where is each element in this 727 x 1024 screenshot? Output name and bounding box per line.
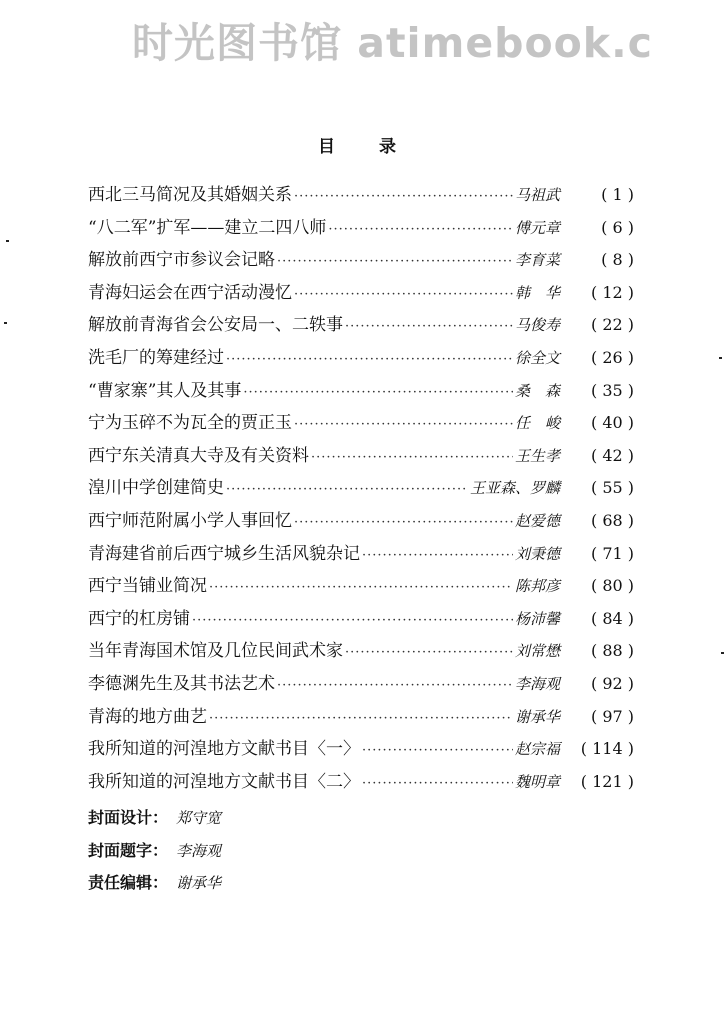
dot-leader bbox=[277, 254, 513, 269]
entry-title: 我所知道的河湟地方文献书目〈一〉 bbox=[88, 739, 360, 760]
entry-author: 李海观 bbox=[514, 674, 560, 693]
scan-speck bbox=[4, 322, 7, 324]
scan-speck bbox=[719, 357, 722, 359]
toc-entry bbox=[88, 278, 634, 311]
entry-title: 宁为玉碎不为瓦全的贾正玉 bbox=[88, 413, 292, 434]
entry-page: ( 84 ) bbox=[590, 608, 634, 628]
entry-page: ( 92 ) bbox=[590, 673, 634, 693]
entry-title: 当年青海国术馆及几位民间武术家 bbox=[88, 641, 343, 662]
entry-title: “曹家寨”其人及其事 bbox=[88, 380, 242, 401]
dot-leader bbox=[209, 580, 513, 595]
entry-author: 桑 森 bbox=[514, 381, 560, 400]
entry-author: 谢承华 bbox=[514, 707, 560, 726]
credit-value: 李海观 bbox=[176, 841, 222, 860]
entry-page: ( 12 ) bbox=[590, 282, 634, 302]
scan-speck bbox=[6, 240, 9, 242]
entry-page: ( 8 ) bbox=[601, 250, 634, 270]
dot-leader bbox=[362, 548, 513, 563]
dot-leader bbox=[294, 189, 513, 204]
dot-leader bbox=[209, 711, 513, 726]
entry-author: 徐全文 bbox=[514, 348, 560, 367]
entry-author: 韩 华 bbox=[514, 283, 560, 302]
dot-leader bbox=[345, 645, 513, 660]
entry-author: 魏明章 bbox=[514, 772, 560, 791]
toc-entry bbox=[88, 408, 634, 441]
dot-leader bbox=[328, 222, 513, 237]
entry-title: 青海建省前后西宁城乡生活风貌杂记 bbox=[88, 543, 360, 564]
toc-entry bbox=[88, 571, 634, 604]
entry-title: 西宁师范附属小学人事回忆 bbox=[88, 510, 292, 531]
entry-author: 赵爱德 bbox=[514, 511, 560, 530]
toc-entry bbox=[88, 441, 634, 474]
toc-entry bbox=[88, 734, 634, 767]
entry-author: 马祖武 bbox=[514, 186, 560, 204]
credit-value: 郑守宽 bbox=[176, 809, 222, 827]
entry-page: ( 35 ) bbox=[590, 380, 634, 400]
entry-title: 青海妇运会在西宁活动漫忆 bbox=[88, 282, 292, 303]
entry-author: 杨沛馨 bbox=[514, 609, 560, 628]
toc-entry bbox=[88, 702, 634, 735]
credit-label: 封面设计： bbox=[88, 808, 169, 827]
toc-heading: 目录 bbox=[318, 137, 440, 157]
toc-entry bbox=[88, 213, 634, 246]
entry-page: ( 42 ) bbox=[590, 445, 634, 465]
toc-entry bbox=[88, 343, 634, 376]
entry-title: 解放前西宁市参议会记略 bbox=[88, 250, 275, 271]
toc-entry bbox=[88, 473, 634, 506]
entry-author: 傅元章 bbox=[514, 218, 560, 237]
entry-page: ( 121 ) bbox=[580, 771, 634, 791]
dot-leader bbox=[226, 352, 513, 367]
entry-page: ( 68 ) bbox=[590, 510, 634, 530]
table-of-contents bbox=[88, 180, 634, 799]
toc-entry bbox=[88, 604, 634, 637]
toc-entry bbox=[88, 636, 634, 669]
dot-leader bbox=[362, 776, 513, 791]
toc-entry bbox=[88, 245, 634, 278]
entry-page: ( 1 ) bbox=[601, 185, 634, 204]
dot-leader bbox=[311, 450, 513, 465]
entry-title: 我所知道的河湟地方文献书目〈二〉 bbox=[88, 771, 360, 792]
entry-author: 刘常懋 bbox=[514, 642, 560, 661]
dot-leader bbox=[192, 613, 513, 628]
entry-author: 李育菜 bbox=[514, 251, 560, 270]
entry-author: 王亚森、罗麟 bbox=[469, 479, 560, 498]
entry-page: ( 88 ) bbox=[590, 641, 634, 661]
entry-page: ( 80 ) bbox=[590, 576, 634, 596]
scan-speck bbox=[721, 652, 724, 654]
entry-page: ( 22 ) bbox=[590, 315, 634, 335]
entry-title: 洗毛厂的筹建经过 bbox=[88, 347, 224, 368]
credit-label: 责任编辑： bbox=[88, 873, 169, 892]
toc-entry bbox=[88, 767, 634, 800]
toc-entry bbox=[88, 506, 634, 539]
entry-title: 湟川中学创建简史 bbox=[88, 478, 224, 499]
toc-entry bbox=[88, 310, 634, 343]
entry-title: 西宁的杠房铺 bbox=[88, 608, 190, 629]
entry-author: 陈邦彦 bbox=[514, 577, 560, 596]
entry-title: 西北三马简况及其婚姻关系 bbox=[88, 185, 292, 205]
entry-author: 赵宗福 bbox=[514, 740, 560, 759]
dot-leader bbox=[243, 385, 513, 400]
dot-leader bbox=[294, 515, 513, 530]
entry-title: 解放前青海省会公安局一、二轶事 bbox=[88, 315, 343, 336]
credit-cover-calligraphy bbox=[88, 838, 221, 871]
entry-page: ( 26 ) bbox=[590, 347, 634, 367]
entry-author: 马俊寿 bbox=[514, 316, 560, 335]
dot-leader bbox=[277, 678, 513, 693]
dot-leader bbox=[345, 319, 513, 334]
entry-page: ( 71 ) bbox=[590, 543, 634, 563]
entry-title: 李德渊先生及其书法艺术 bbox=[88, 673, 275, 694]
dot-leader bbox=[362, 743, 513, 758]
dot-leader bbox=[294, 417, 513, 432]
credit-cover-design bbox=[88, 805, 221, 838]
watermark-text: 时光图书馆 atimebook.c bbox=[132, 19, 653, 67]
entry-author: 王生孝 bbox=[514, 446, 560, 465]
credits-block bbox=[88, 805, 221, 903]
entry-page: ( 40 ) bbox=[590, 413, 634, 433]
dot-leader bbox=[226, 482, 468, 497]
credit-value: 谢承华 bbox=[176, 874, 222, 892]
entry-page: ( 97 ) bbox=[590, 706, 634, 726]
toc-entry bbox=[88, 376, 634, 409]
entry-title: 西宁当铺业简况 bbox=[88, 576, 207, 597]
credit-editor bbox=[88, 870, 221, 903]
toc-entry bbox=[88, 539, 634, 572]
entry-title: 青海的地方曲艺 bbox=[88, 706, 207, 727]
entry-author: 任 峻 bbox=[514, 414, 560, 433]
entry-page: ( 6 ) bbox=[601, 217, 634, 237]
dot-leader bbox=[294, 287, 513, 302]
toc-entry bbox=[88, 669, 634, 702]
entry-title: “八二军”扩军——建立二四八师 bbox=[88, 217, 327, 238]
entry-page: ( 55 ) bbox=[590, 478, 634, 498]
entry-page: ( 114 ) bbox=[580, 739, 634, 759]
entry-title: 西宁东关清真大寺及有关资料 bbox=[88, 445, 309, 466]
toc-entry bbox=[88, 180, 634, 213]
credit-label: 封面题字： bbox=[88, 840, 169, 860]
entry-author: 刘秉德 bbox=[514, 544, 560, 563]
